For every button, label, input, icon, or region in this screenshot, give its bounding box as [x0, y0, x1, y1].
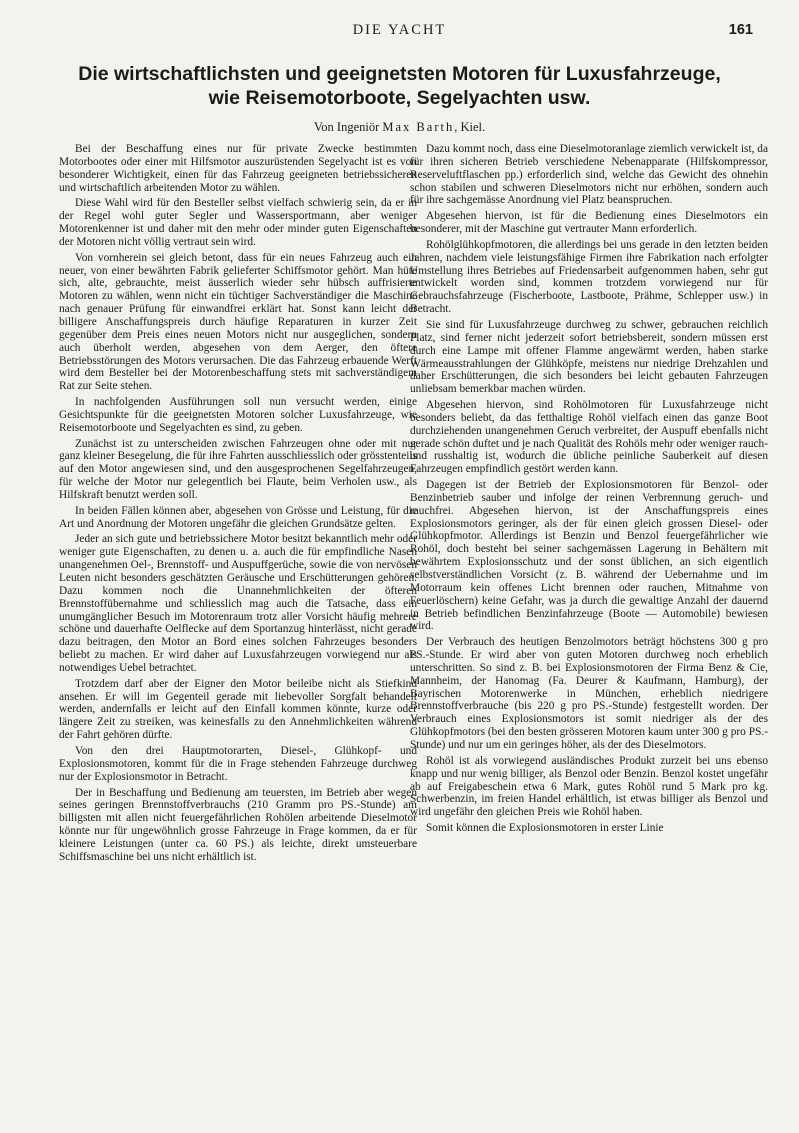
paragraph: Bei der Beschaffung eines nur für private Zwecke bestimmten Motorbootes oder einer mit Hilfsmotor auszurüstenden Segelyacht ist es von besonderer Wichtigkeit, einen für das Fahrzeug geeigneten betriebssicheren und wirtschaftlich arbeitenden Motor zu wählen.: [59, 143, 417, 194]
paragraph: Diese Wahl wird für den Besteller selbst vielfach schwierig sein, da er in der Regel wohl guter Segler und Wassersportmann, aber weniger Motorenkenner ist und daher mit den mehr oder minder guten Eigenschaften der Motoren nicht völlig vertraut sein wird.: [59, 197, 417, 248]
left-column: [59, 143, 417, 867]
byline-suffix: , Kiel.: [454, 120, 486, 134]
paragraph: Trotzdem darf aber der Eigner den Motor beileibe nicht als Stiefkind ansehen. Er will im Gegenteil gerade mit liebevoller Sorgfalt behandelt werden, andernfalls er leicht auf den Einfall kommen könnte, kurze oder längere Zeit zu streiken, was keinesfalls zu den Annehmlichkeiten während der Fahrt gehören dürfte.: [59, 677, 417, 742]
paragraph: Der in Beschaffung und Bedienung am teuersten, im Betrieb aber wegen seines geringen Brennstoffverbrauchs (210 Gramm pro PS.-Stunde) am billigsten mit allen nicht feuergefährlichen Rohölen arbeitende Dieselmotor könnte nur für ungewöhnlich grosse Fahrzeuge in Frage kommen, da er für kleinere Leistungen (unter ca. 60 PS.) als leichte, direkt umsteuerbare Schiffsmaschine bei uns nicht erhältlich ist.: [59, 786, 417, 863]
paragraph: Von den drei Hauptmotorarten, Diesel-, Glühkopf- und Explosionsmotoren, kommt für die in Frage stehenden Fahrzeuge durchweg nur der Explosionsmotor in Betracht.: [59, 744, 417, 783]
right-column: [410, 143, 768, 838]
article-title: [40, 62, 759, 110]
page-number: 161: [728, 22, 753, 38]
paragraph: Dazu kommt noch, dass eine Dieselmotoranlage ziemlich verwickelt ist, da für ihren sicheren Betrieb verschiedene Nebenapparate (Hilfskompressor, Reserveluftflaschen pp.) erforderlich sind, welche das Gewicht des ohnehin schon stabilen und schweren Dieselmotors nicht nur erhöhen, sondern auch für ihre sachgemässe Anordnung viel Platz beanspruchen.: [410, 143, 768, 207]
paragraph: Somit können die Explosionsmotoren in erster Linie: [426, 822, 664, 835]
paragraph: Dagegen ist der Betrieb der Explosionsmotoren für Benzol- oder Benzinbetrieb sauber und infolge der reinen Verbrennung geruch- und rauchfrei. Abgesehen hiervon, ist der Anschaffungspreis eines Explosionsmotors geringer, als der für einen gleich grossen Diesel- oder Glühkopfmotor. Allerdings ist Benzin und Benzol feuergefährlicher wie Rohöl, doch besteht bei seiner sachgemässen Lagerung in Behältern mit bewährtem Explosionsschutz und der sonst üblichen, an sich eigentlich selbstverständlichen Vorsicht (z. B. während der Uebernahme und im Motorraum kein offenes Licht brennen oder rauchen, Mitnahme von Feuerlöschern) keine Gefahr, was ja durch die gewaltige Anzahl der dauernd in Betrieb befindlichen Benzinfahrzeuge (Boote — Automobile) bewiesen wird.: [410, 479, 768, 633]
paragraph: Der Verbrauch des heutigen Benzolmotors beträgt höchstens 300 g pro PS.-Stunde. Er wird aber von guten Motoren durchweg noch erheblich unterschritten. So sind z. B. bei Explosionsmotoren der Firma Benz & Cie, Mannheim, der Hanomag (Fa. Deurer & Kaufmann, Hamburg), der Bayrischen Motorenwerke in München, erheblich niedrigere Brennstoffverbrauche (bis 220 g pro PS.-Stunde) festgestellt worden. Der Verbrauch eines Explosionsmotors ist somit niedriger als der des Glühkopfmotors (bei den besten grösseren Motoren kaum unter 300 g pro PS.-Stunde) und nur um ein geringes höher, als der des Dieselmotors.: [410, 636, 768, 751]
paragraph: Von vornherein sei gleich betont, dass für ein neues Fahrzeug auch ein neuer, von einer bewährten Fabrik gelieferter Schiffsmotor gehört. Man hüte sich, alte, gebrauchte, meist äusserlich wieder sehr hübsch auffrisierte Motoren zu wählen, wenn nicht ein tüchtiger Sachverständiger die Maschine nach genauer Prüfung für einwandfrei erklärt hat. Sonst kann leicht der billigere Anschaffungspreis durch häufige Reparaturen in kurzer Zeit gegenüber dem Preis eines neuen Motors nicht nur ausgeglichen, sondern auch überholt werden, abgesehen von dem Aerger, den öftere Betriebsstörungen des Motors verursachen. Die das Fahrzeug erbauende Werft wird dem Besteller bei der Motorenbeschaffung stets mit sachverständigem Rat zur Seite stehen.: [59, 251, 417, 393]
article-title-line-1: Die wirtschaftlichsten und geeignetsten Motoren für Luxusfahrzeuge,: [78, 63, 721, 85]
paragraph: Rohölglühkopfmotoren, die allerdings bei uns gerade in den letzten beiden Jahren, nachdem viele leistungsfähige Firmen ihre Fabrikation nach erfolgter Umstellung ihres Betriebes auf Friedensarbeit aufgenommen haben, sehr gut entwickelt worden sind, kommen trotzdem vorwiegend nur für Gebrauchsfahrzeuge (Fischerboote, Lastboote, Prähme, Schlepper usw.) in Betracht.: [410, 238, 768, 316]
paragraph: In nachfolgenden Ausführungen soll nun versucht werden, einige Gesichtspunkte für die geeignetsten Motoren solcher Luxusfahrzeuge, wie Reisemotorboote und Segelyachten es sind, zu geben.: [59, 396, 417, 434]
article-title-line-2: wie Reisemotorboote, Segelyachten usw.: [208, 87, 591, 109]
running-head: DIE YACHT: [352, 22, 447, 38]
byline: [0, 120, 799, 135]
paragraph: Rohöl ist als vorwiegend ausländisches Produkt zurzeit bei uns ebenso knapp und nur wenig billiger, als Benzol oder Benzin. Benzol kostet ungefähr ab auf Freigabeschein etwa 6 Mark, gutes Rohöl rund 5 Mark pro kg. Schwerbenzin, im freien Handel erhältlich, ist etwas billiger als Benzol und wird ungefähr den gleichen Preis wie Rohöl haben.: [410, 754, 768, 819]
paragraph: Jeder an sich gute und betriebssichere Motor besitzt bekanntlich mehr oder weniger gute Eigenschaften, zu denen u. a. auch die für empfindliche Nasen unangenehmen Oel-, Brennstoff- und Auspuffgerüche, sowie die von nervösen Leuten nicht besonders geschätzten Geräusche und Erschütterungen gehören. Dazu kommen noch die Unannehmlichkeiten der öfteren Brennstoffübernahme und schliesslich mag auch die Tatsache, dass ein unumgänglicher Besuch im Motorenraum trotz aller Vorsicht häufig mehrere schöne und dauerhafte Oelflecke auf dem Sportanzug hinterlässt, nicht gerade dazu beitragen, den Motor an Bord eines solchen Fahrzeuges besonders beliebt zu machen. Er wird daher auf Luxusfahrzeugen vorwiegend nur als notwendiges Uebel betrachtet.: [59, 533, 417, 674]
byline-prefix: Von Ingeniör: [313, 120, 383, 134]
paragraph: Abgesehen hiervon, ist für die Bedienung eines Dieselmotors ein besonderer, mit der Maschine gut vertrauter Mann erforderlich.: [410, 210, 768, 236]
paragraph: Sie sind für Luxusfahrzeuge durchweg zu schwer, gebrauchen reichlich Platz, sind ferner nicht jederzeit sofort betriebsbereit, sondern müssen erst durch eine Lampe mit offener Flamme angewärmt werden, haben starke Wärmeausstrahlungen der Glühköpfe, meistens nur niedrige Drehzahlen und daher Erschütterungen, die sich besonders bei leicht gebauten Fahrzeugen unliebsam bemerkbar machen würden.: [410, 318, 768, 396]
paragraph: Abgesehen hiervon, sind Rohölmotoren für Luxusfahrzeuge nicht besonders beliebt, da das fetthaltige Rohöl vielfach einen das ganze Boot durchziehenden unangenehmen Geruch verbreitet, der Auspuff ebenfalls nicht gerade schön duftet und je nach Qualität des Rohöls mehr oder weniger rauch- und russhaltig ist, wodurch die übliche peinliche Sauberkeit auf diesen Fahrzeugen empfindlich gestört werden kann.: [410, 399, 768, 476]
byline-author: Max Barth: [382, 120, 455, 134]
paragraph: In beiden Fällen können aber, abgesehen von Grösse und Leistung, für die Art und Anordnung der Motoren ungefähr die gleichen Grundsätze gelten.: [59, 504, 417, 530]
paragraph: Zunächst ist zu unterscheiden zwischen Fahrzeugen ohne oder mit nur ganz kleiner Besegelung, die für ihre Fahrten ausschliesslich oder grösstenteils auf den Motor angewiesen sind, und den ausgesprochenen Segelfahrzeugen, für welche der Motor nur gelegentlich bei Flaute, beim Verholen usw., als Hilfskraft benutzt werden soll.: [59, 437, 417, 501]
